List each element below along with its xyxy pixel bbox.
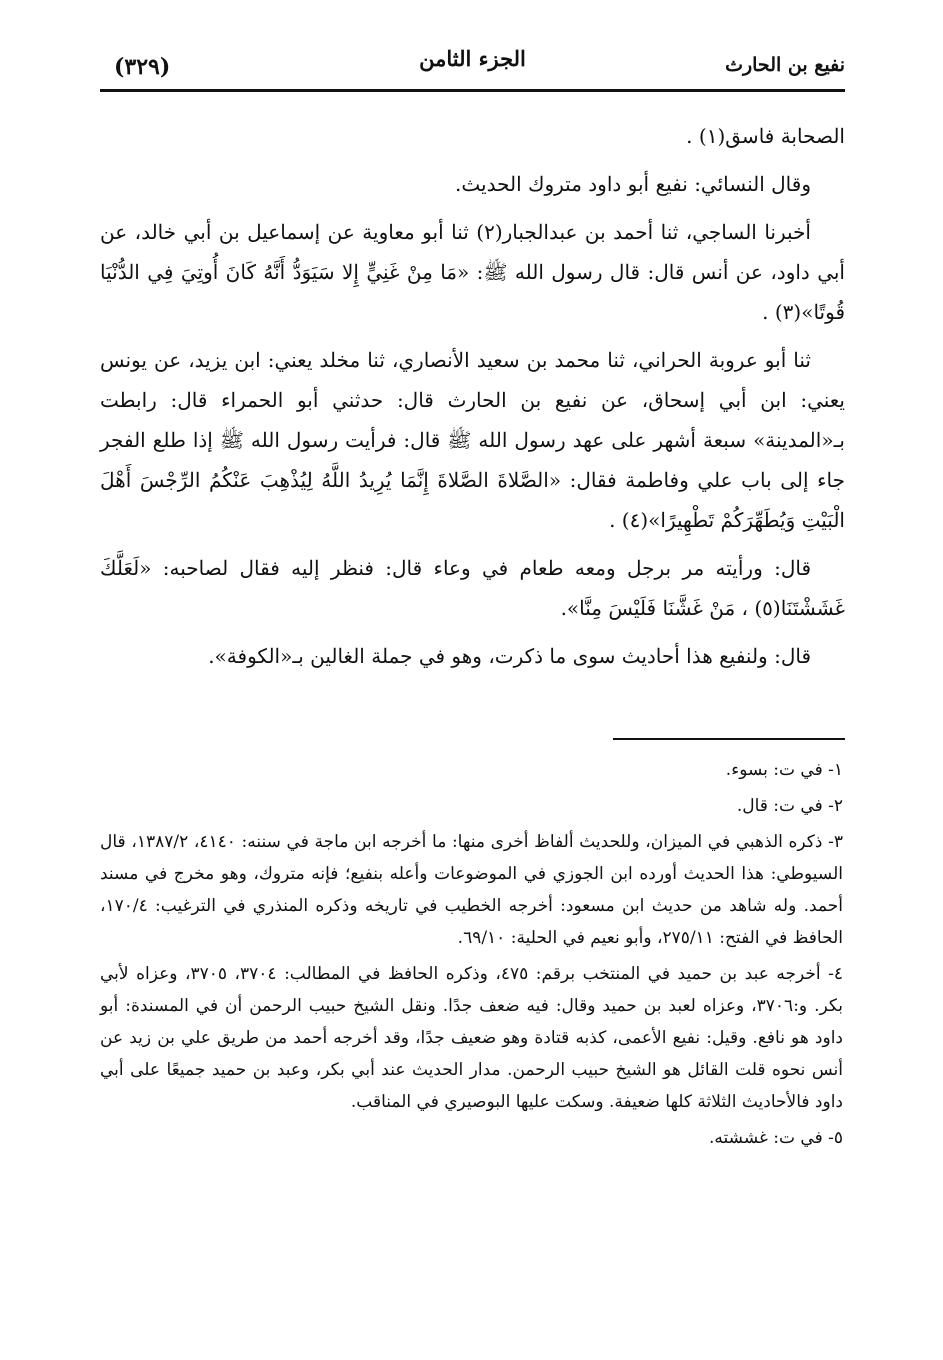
page-header [100,44,845,92]
running-head-title: نفيع بن الحارث [725,54,845,76]
paragraph: ثنا أبو عروبة الحراني، ثنا محمد بن سعيد الأنصاري، ثنا مخلد يعني: ابن يزيد، عن يونس يعني: ابن أبي إسحاق، عن نفيع بن الحارث قال: حدثني أبو الحمراء قال: رابطت بـ«المدينة» سبعة أشهر على عهد رسول الله ﷺ قال: فرأيت رسول الله ﷺ إذا طلع الفجر جاء إلى باب علي وفاطمة فقال: «الصَّلاةَ الصَّلاةَ إِنَّمَا يُرِيدُ اللَّهُ لِيُذْهِبَ عَنْكُمُ الرِّجْسَ أَهْلَ الْبَيْتِ وَيُطَهِّرَكُمْ تَطْهِيرًا»(٤) . [100,348,845,532]
footnote: ٢- في ت: قال. [736,796,843,816]
footnote: ٣- ذكره الذهبي في الميزان، وللحديث ألفاظ أخرى منها: ما أخرجه ابن ماجة في سننه: ٤١٤٠، ١٣٨٧/٢، قال السيوطي: هذا الحديث أورده ابن الجوزي في الموضوعات وأعله بنفيع؛ فإنه متروك، وهو مخرج في مسند أحمد. وله شاهد من حديث ابن مسعود: أخرجه الخطيب في تاريخه وذكره المنذري في الترغيب: ١٧٠/٤، الحافظ في الفتح: ٢٧٥/١١، وأبو نعيم في الحلية: ٦٩/١٠. [100,832,844,948]
main-text [100,116,845,684]
footnotes [100,754,843,1158]
footnote: ٤- أخرجه عبد بن حميد في المنتخب برقم: ٤٧٥، وذكره الحافظ في المطالب: ٣٧٠٤، ٣٧٠٥، وعزاه لأبي بكر. و:٣٧٠٦، وعزاه لعبد بن حميد وقال: فيه ضعف جدًا. ونقل الشيخ حبيب الرحمن أن في المسندة: أبو داود هو نافع. وقيل: نفيع الأعمى، كذبه قتادة وهو ضعيف جدًا، وقد أخرجه أحمد من طريق علي بن زيد عن أنس نحوه قلت القائل هو الشيخ حبيب الرحمن. مدار الحديث عند أبي بكر، وعبد بن حميد جميعًا على أبي داود فالأحاديث الثلاثة كلها ضعيفة. وسكت عليها البوصيري في المناقب. [100,964,844,1112]
paragraph: قال: ورأيته مر برجل ومعه طعام في وعاء قال: فنظر إليه فقال لصاحبه: «لَعَلَّكَ غَشَشْتَنَا(٥) ، مَنْ غَشَّنَا فَلَيْسَ مِنَّا». [100,556,845,620]
paragraph: الصحابة فاسق(١) . [686,124,845,148]
paragraph: وقال النسائي: نفيع أبو داود متروك الحديث. [455,172,811,196]
header-rule [100,89,845,92]
paragraph: أخبرنا الساجي، ثنا أحمد بن عبدالجبار(٢) ثنا أبو معاوية عن إسماعيل بن أبي خالد، عن أبي داود، عن أنس قال: قال رسول الله ﷺ: «مَا مِنْ غَنِيٍّ إِلا سَيَوَدُّ أَنَّهُ كَانَ أُوتِيَ فِي الدُّنْيَا قُوتًا»(٣) . [100,220,845,324]
footnote-separator [613,738,845,740]
paragraph: قال: ولنفيع هذا أحاديث سوى ما ذكرت، وهو في جملة الغالين بـ«الكوفة». [208,644,811,668]
page-number: (٣٢٩) [114,54,171,80]
footnote: ١- في ت: بسوء. [725,760,843,780]
footnote: ٥- في ت: غششته. [709,1128,843,1148]
volume-title: الجزء الثامن [419,46,526,71]
